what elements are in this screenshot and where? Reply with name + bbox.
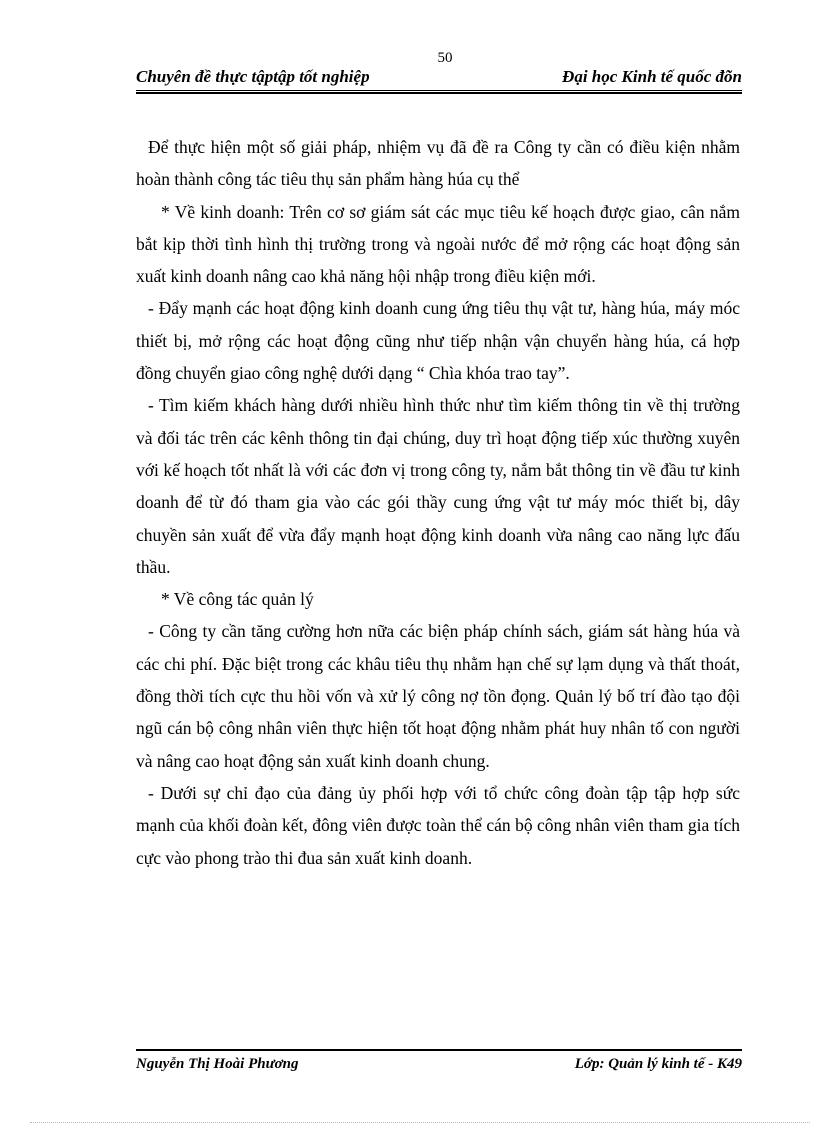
header-divider — [136, 90, 742, 94]
paragraph-promote: - Đẩy mạnh các hoạt động kinh doanh cung ứng tiêu thụ vật tư, hàng húa, máy móc thiết bị, mở rộng các hoạt động cũng như tiếp nhận vận chuyển hàng húa, cá hợp đồng chuyển giao công nghệ dưới dạng “ Chìa khóa trao tay”. — [136, 298, 740, 384]
footer-author: Nguyễn Thị Hoài Phương — [136, 1056, 299, 1072]
header-university: Đại học Kinh tế quốc đõn — [562, 67, 742, 86]
paragraph-party: - Dưới sự chỉ đạo của đảng ủy phối hợp với tổ chức công đoàn tập tập hợp sức mạnh của khối đoàn kết, đông viên được toàn thể cán bộ công nhân viên tham gia tích cực vào phong trào thi đua sản xuất kinh doanh. — [136, 782, 740, 868]
footer-divider — [136, 1049, 742, 1051]
paragraph-customers: - Tìm kiếm khách hàng dưới nhiều hình thức như tìm kiếm thông tin về thị trường và đối tác trên các kênh thông tin đại chúng, duy trì hoạt động tiếp xúc thường xuyên với kế hoạch tốt nhất là với các đơn vị trong công ty, nắm bắt thông tin về đầu tư kinh doanh để từ đó tham gia vào các gói thầy cung ứng vật tư máy móc thiết bị, dây chuyền sản xuất để vừa đẩy mạnh hoạt động kinh doanh vừa nâng cao năng lực đấu thầu. — [136, 395, 740, 577]
paragraph-business: * Về kinh doanh: Trên cơ sơ giám sát các mục tiêu kế hoạch được giao, cân nắm bắt kịp thời tình hình thị trường trong và ngoài nước để mở rộng các hoạt động sản xuất kinh doanh nâng cao khả năng hội nhập trong điều kiện mới. — [136, 201, 740, 287]
paragraph-intro: Để thực hiện một số giải pháp, nhiệm vụ đã đề ra Công ty cần có điều kiện nhằm hoàn thành công tác tiêu thụ sản phẩm hàng húa cụ thể — [136, 137, 740, 190]
footer-class: Lớp: Quản lý kinh tế - K49 — [574, 1056, 742, 1072]
document-body — [136, 131, 740, 874]
paragraph-management: - Công ty cần tăng cường hơn nữa các biện pháp chính sách, giám sát hàng húa và các chi phí. Đặc biệt trong các khâu tiêu thụ nhằm hạn chế sự lạm dụng và thất thoát, đồng thời tích cực thu hồi vốn và xử lý công nợ tồn đọng. Quản lý bố trí đào tạo đội ngũ cán bộ công nhân viên thực hiện tốt hoạt động nhằm phát huy nhân tố con người và nâng cao hoạt động sản xuất kinh doanh chung. — [136, 621, 740, 771]
running-footer — [136, 1056, 742, 1078]
running-header — [136, 67, 742, 91]
header-title: Chuyên đề thực tậptập tốt nghiệp — [136, 67, 370, 86]
paragraph-management-heading: * Về công tác quản lý — [161, 589, 314, 610]
page-number: 50 — [437, 50, 453, 66]
